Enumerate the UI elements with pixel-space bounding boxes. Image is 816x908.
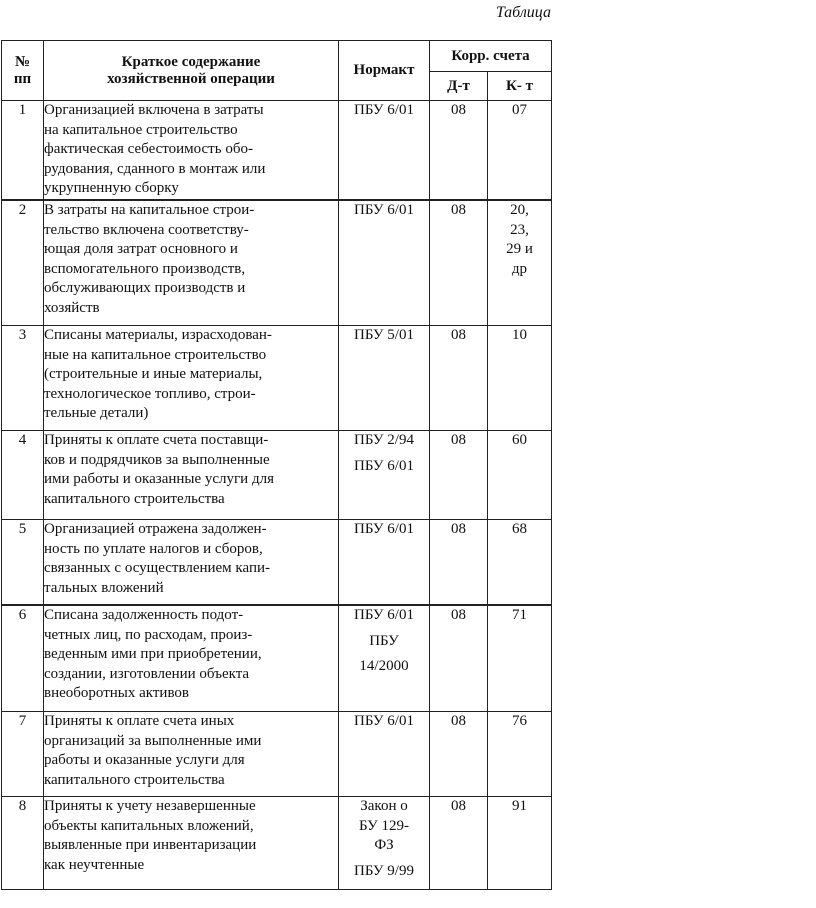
row-description <box>44 797 339 890</box>
norm-line: ПБУ 5/01 <box>354 327 414 343</box>
row-number: 2 <box>2 200 44 326</box>
row-debit: 08 <box>430 797 488 890</box>
row-number: 4 <box>2 431 44 520</box>
description-line: Приняты к оплате счета иных <box>44 713 235 729</box>
norm-line: ПБУ 6/01 <box>354 457 414 474</box>
description-line: объекты капитальных вложений, <box>44 817 254 834</box>
table-row <box>2 200 552 326</box>
table-row <box>2 431 552 520</box>
description-line: В затраты на капитальное строи- <box>44 202 255 218</box>
row-number: 8 <box>2 797 44 890</box>
row-credit <box>488 712 552 797</box>
row-norm <box>339 712 430 797</box>
table-row <box>2 712 552 797</box>
description-line: Приняты к оплате счета поставщи- <box>44 432 269 448</box>
description-line: работы и оказанные услуги для <box>44 752 245 768</box>
norm-line: ПБУ 2/94 <box>354 432 414 448</box>
description-line: технологическое топливо, строи- <box>44 385 256 402</box>
row-norm <box>339 200 430 326</box>
row-norm <box>339 326 430 431</box>
credit-line: 91 <box>512 798 527 814</box>
credit-line: 60 <box>512 432 527 448</box>
description-line: тельные детали) <box>44 405 149 421</box>
description-line: создании, изготовлении объекта <box>44 665 250 682</box>
row-debit: 08 <box>430 431 488 520</box>
norm-line: 14/2000 <box>359 658 409 674</box>
description-line: тальных вложений <box>44 579 164 596</box>
description-line: укрупненную сборку <box>44 180 179 196</box>
credit-line: др <box>511 260 528 277</box>
row-credit <box>488 431 552 520</box>
table-row <box>2 101 552 201</box>
row-norm <box>339 431 430 520</box>
header-row-top <box>2 41 552 72</box>
description-line: хозяйств <box>44 299 100 316</box>
table-row <box>2 520 552 606</box>
row-norm <box>339 605 430 712</box>
row-credit <box>488 200 552 326</box>
norm-line: БУ 129- <box>359 817 409 834</box>
row-credit <box>488 797 552 890</box>
description-line: организаций за выполненные ими <box>44 732 262 749</box>
description-line: выявленные при инвентаризации <box>44 837 257 853</box>
row-credit <box>488 326 552 431</box>
description-line: капитального строительства <box>44 490 225 507</box>
row-debit: 08 <box>430 520 488 606</box>
description-line: тельство включена соответству- <box>44 221 249 238</box>
norm-line: ПБУ 6/01 <box>354 521 414 537</box>
credit-line: 20, <box>510 202 529 218</box>
header-description-line2: хозяйственной операции <box>107 70 275 87</box>
row-number: 5 <box>2 520 44 606</box>
row-credit <box>488 101 552 201</box>
description-line: Списаны материалы, израсходован- <box>44 327 272 343</box>
accounting-entries-table <box>1 40 552 890</box>
credit-line: 71 <box>512 607 527 623</box>
row-norm <box>339 797 430 890</box>
description-line: вспомогательного производств, <box>44 260 246 277</box>
row-debit: 08 <box>430 200 488 326</box>
row-description <box>44 200 339 326</box>
credit-line: 76 <box>512 713 527 729</box>
table-row <box>2 797 552 890</box>
row-credit <box>488 605 552 712</box>
description-line: как неучтенные <box>44 856 145 873</box>
norm-line: ПБУ 9/99 <box>354 862 414 879</box>
row-description <box>44 520 339 606</box>
header-norm: Нормакт <box>339 41 430 101</box>
row-number: 1 <box>2 101 44 201</box>
header-corr-accounts: Корр. счета <box>430 41 552 72</box>
credit-line: 23, <box>510 221 529 238</box>
description-line: Списана задолженность подот- <box>44 607 244 623</box>
norm-line: ПБУ 6/01 <box>354 202 414 218</box>
credit-line: 29 и <box>506 241 533 257</box>
table-caption: Таблица <box>495 4 551 21</box>
credit-line: 07 <box>512 102 527 118</box>
row-norm <box>339 520 430 606</box>
description-line: (строительные и иные материалы, <box>44 366 263 382</box>
header-debit: Д-т <box>430 72 488 101</box>
row-description <box>44 712 339 797</box>
description-line: связанных с осуществлением капи- <box>44 560 270 576</box>
row-description <box>44 101 339 201</box>
description-line: обслуживающих производств и <box>44 280 246 296</box>
row-description <box>44 326 339 431</box>
row-debit: 08 <box>430 712 488 797</box>
description-line: Организацией включена в затраты <box>44 102 264 118</box>
description-line: ные на капитальное строительство <box>44 346 267 363</box>
table-row <box>2 605 552 712</box>
norm-line: ФЗ <box>374 837 394 853</box>
description-line: внеоборотных активов <box>44 685 190 701</box>
row-credit <box>488 520 552 606</box>
row-norm <box>339 101 430 201</box>
description-line: четных лиц, по расходам, произ- <box>44 626 253 643</box>
credit-line: 10 <box>512 327 527 343</box>
row-number: 7 <box>2 712 44 797</box>
row-number: 3 <box>2 326 44 431</box>
row-debit: 08 <box>430 101 488 201</box>
description-line: ков и подрядчиков за выполненные <box>44 451 270 468</box>
row-debit: 08 <box>430 326 488 431</box>
row-description <box>44 605 339 712</box>
description-line: ющая доля затрат основного и <box>44 241 238 257</box>
description-line: фактическая себестоимость обо- <box>44 141 253 157</box>
norm-line: ПБУ 6/01 <box>354 102 414 118</box>
header-description <box>44 41 339 101</box>
description-line: Приняты к учету незавершенные <box>44 798 256 814</box>
description-line: веденным ими при приобретении, <box>44 646 262 662</box>
table-row <box>2 326 552 431</box>
row-debit: 08 <box>430 605 488 712</box>
description-line: ность по уплате налогов и сборов, <box>44 540 263 557</box>
description-line: ими работы и оказанные услуги для <box>44 471 274 487</box>
row-number: 6 <box>2 605 44 712</box>
header-credit: К- т <box>488 72 552 101</box>
header-description-line1: Краткое содержание <box>121 53 261 70</box>
header-number-top: № <box>14 53 31 70</box>
norm-line: Закон о <box>360 798 408 814</box>
header-number-bottom: пп <box>13 70 32 87</box>
header-number <box>2 41 44 101</box>
norm-line: ПБУ 6/01 <box>354 607 414 623</box>
description-line: капитального строительства <box>44 771 225 788</box>
norm-line: ПБУ 6/01 <box>354 713 414 729</box>
credit-line: 68 <box>512 521 527 537</box>
norm-line: ПБУ <box>369 632 399 649</box>
description-line: рудования, сданного в монтаж или <box>44 160 266 177</box>
row-description <box>44 431 339 520</box>
description-line: Организацией отражена задолжен- <box>44 521 267 537</box>
description-line: на капитальное строительство <box>44 121 238 138</box>
